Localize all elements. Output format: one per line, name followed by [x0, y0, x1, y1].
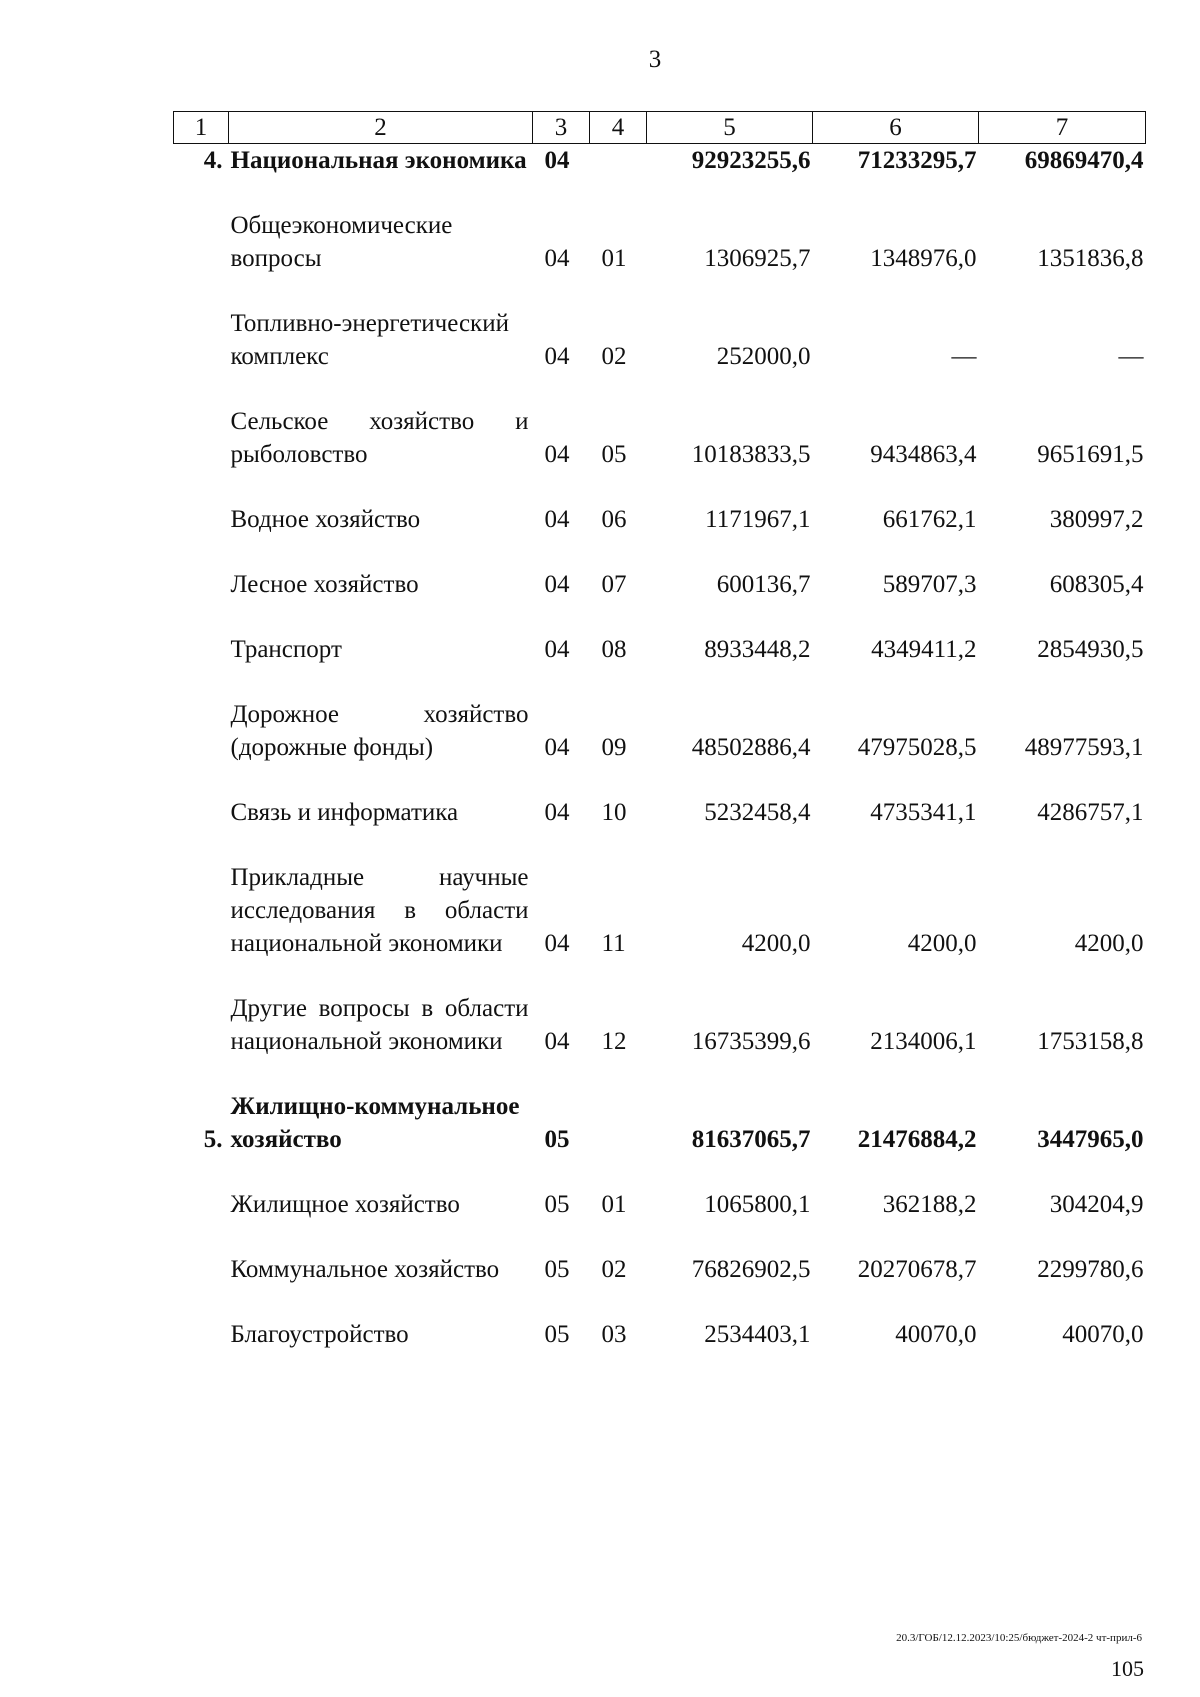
row-razdel-code: 04: [544, 799, 570, 826]
row-name: Связь и информатика: [230, 799, 459, 826]
row-index: 5.: [203, 1126, 223, 1153]
table-row: [174, 698, 1146, 764]
row-value-col7: 4286757,1: [1037, 799, 1144, 826]
row-spacer: [174, 471, 1146, 503]
row-value-col7: 608305,4: [1049, 571, 1144, 598]
row-podrazdel-code: 03: [601, 1321, 627, 1348]
row-name: Лесное хозяйство: [230, 571, 419, 598]
table-row: [174, 1318, 1146, 1351]
row-name: Жилищное хозяйство: [230, 1191, 460, 1218]
row-spacer-cell: [174, 1156, 1146, 1188]
row-name: Транспорт: [230, 636, 342, 663]
row-spacer-cell: [174, 764, 1146, 796]
row-spacer: [174, 1058, 1146, 1090]
row-spacer-cell: [174, 601, 1146, 633]
table-row: [174, 992, 1146, 1058]
row-value-col6: 4735341,1: [870, 799, 977, 826]
row-razdel-code: 05: [544, 1191, 570, 1218]
row-name: Другие вопросы в области национальной экономики: [230, 995, 529, 1055]
row-razdel-code: 05: [544, 1126, 570, 1153]
row-value-col5: 1171967,1: [705, 506, 811, 533]
row-podrazdel-code: 11: [601, 930, 626, 957]
row-spacer-cell: [174, 536, 1146, 568]
row-spacer: [174, 666, 1146, 698]
row-value-col7: —: [1118, 343, 1144, 370]
table-row: [174, 861, 1146, 960]
row-spacer-cell: [174, 960, 1146, 992]
row-value-col6: 47975028,5: [857, 734, 977, 761]
row-value-col5: 5232458,4: [704, 799, 811, 826]
row-razdel-code: 05: [544, 1256, 570, 1283]
row-podrazdel-code: 02: [601, 1256, 627, 1283]
row-razdel-code: 04: [544, 441, 570, 468]
row-value-col6: 4200,0: [907, 930, 977, 957]
row-value-col5: 16735399,6: [691, 1028, 811, 1055]
row-value-col6: —: [951, 343, 977, 370]
row-value-col6: 40070,0: [895, 1321, 977, 1348]
row-value-col5: 4200,0: [741, 930, 811, 957]
table-body: [174, 144, 1146, 1352]
row-index: [174, 405, 229, 471]
row-value-col5: 252000,0: [716, 343, 811, 370]
row-podrazdel-code: 02: [601, 343, 627, 370]
row-spacer-cell: [174, 1286, 1146, 1318]
table-row: [174, 209, 1146, 275]
row-index: [174, 1188, 229, 1221]
row-razdel-code: 04: [544, 147, 570, 174]
row-value-col7: 1753158,8: [1037, 1028, 1144, 1055]
row-value-col5: 48502886,4: [691, 734, 811, 761]
row-name: Национальная экономика: [230, 147, 527, 174]
table-row: [174, 633, 1146, 666]
column-header-6: 6: [813, 112, 979, 144]
row-value-col5: 1306925,7: [704, 245, 811, 272]
row-value-col5: 81637065,7: [691, 1126, 811, 1153]
row-value-col6: 20270678,7: [857, 1256, 977, 1283]
row-value-col7: 48977593,1: [1024, 734, 1144, 761]
row-index: 4.: [203, 147, 223, 174]
row-podrazdel-code: 01: [601, 1191, 627, 1218]
table-row: [174, 1253, 1146, 1286]
row-value-col5: 600136,7: [716, 571, 811, 598]
row-value-col5: 2534403,1: [704, 1321, 811, 1348]
row-podrazdel-code: [590, 1090, 647, 1156]
row-podrazdel-code: 10: [601, 799, 627, 826]
column-header-2: 2: [229, 112, 533, 144]
row-name: Топливно-энергетический комплекс: [230, 310, 509, 370]
row-spacer: [174, 829, 1146, 861]
row-index: [174, 503, 229, 536]
column-header-3: 3: [533, 112, 590, 144]
row-name: Коммунальное хозяйство: [230, 1256, 500, 1283]
table-row: [174, 503, 1146, 536]
budget-table: [173, 111, 1146, 1351]
row-razdel-code: 04: [544, 636, 570, 663]
row-value-col6: 362188,2: [882, 1191, 977, 1218]
row-value-col6: 71233295,7: [857, 147, 977, 174]
row-podrazdel-code: 01: [601, 245, 627, 272]
row-spacer-cell: [174, 275, 1146, 307]
row-spacer-cell: [174, 1058, 1146, 1090]
row-spacer-cell: [174, 1221, 1146, 1253]
row-name: Водное хозяйство: [230, 506, 421, 533]
page-top-number: 3: [648, 46, 662, 73]
row-value-col7: 69869470,4: [1024, 147, 1144, 174]
column-header-4: 4: [590, 112, 647, 144]
row-value-col7: 380997,2: [1049, 506, 1144, 533]
row-value-col5: 1065800,1: [704, 1191, 811, 1218]
row-spacer: [174, 601, 1146, 633]
row-index: [174, 568, 229, 601]
row-spacer: [174, 764, 1146, 796]
row-value-col5: 92923255,6: [691, 147, 811, 174]
row-value-col5: 10183833,5: [691, 441, 811, 468]
row-razdel-code: 04: [544, 245, 570, 272]
table-row: [174, 405, 1146, 471]
row-podrazdel-code: 09: [601, 734, 627, 761]
row-value-col6: 9434863,4: [870, 441, 977, 468]
section-row: [174, 1090, 1146, 1156]
row-value-col6: 1348976,0: [870, 245, 977, 272]
column-header-5: 5: [647, 112, 813, 144]
row-index: [174, 796, 229, 829]
row-spacer-cell: [174, 829, 1146, 861]
row-razdel-code: 04: [544, 930, 570, 957]
row-podrazdel-code: 06: [601, 506, 627, 533]
row-podrazdel-code: [590, 144, 647, 178]
footer-document-code: 20.3/ГОБ/12.12.2023/10:25/бюджет-2024-2 чт-прил-6: [896, 1632, 1142, 1644]
row-value-col7: 1351836,8: [1037, 245, 1144, 272]
row-value-col7: 3447965,0: [1037, 1126, 1144, 1153]
row-podrazdel-code: 05: [601, 441, 627, 468]
column-header-1: 1: [174, 112, 229, 144]
row-name: Жилищно-коммунальное хозяйство: [230, 1093, 520, 1153]
row-spacer-cell: [174, 666, 1146, 698]
row-value-col5: 76826902,5: [691, 1256, 811, 1283]
table-row: [174, 568, 1146, 601]
row-razdel-code: 04: [544, 1028, 570, 1055]
row-value-col6: 4349411,2: [871, 636, 977, 663]
row-index: [174, 307, 229, 373]
row-spacer: [174, 1221, 1146, 1253]
row-spacer-cell: [174, 471, 1146, 503]
row-value-col7: 40070,0: [1062, 1321, 1144, 1348]
row-spacer: [174, 373, 1146, 405]
row-spacer: [174, 177, 1146, 209]
row-razdel-code: 05: [544, 1321, 570, 1348]
row-name: Дорожное хозяйство (дорожные фонды): [230, 701, 529, 761]
row-podrazdel-code: 12: [601, 1028, 627, 1055]
column-header-7: 7: [979, 112, 1146, 144]
row-index: [174, 861, 229, 960]
row-name: Сельское хозяйство и рыболовство: [230, 408, 529, 468]
row-spacer-cell: [174, 373, 1146, 405]
row-razdel-code: 04: [544, 343, 570, 370]
row-value-col6: 2134006,1: [870, 1028, 977, 1055]
row-spacer-cell: [174, 177, 1146, 209]
row-razdel-code: 04: [544, 734, 570, 761]
table-row: [174, 796, 1146, 829]
row-index: [174, 1253, 229, 1286]
section-row: [174, 144, 1146, 178]
row-podrazdel-code: 07: [601, 571, 627, 598]
row-value-col7: 304204,9: [1049, 1191, 1144, 1218]
row-value-col6: 661762,1: [882, 506, 977, 533]
row-index: [174, 1318, 229, 1351]
row-podrazdel-code: 08: [601, 636, 627, 663]
row-name: Благоустройство: [230, 1321, 409, 1348]
row-value-col7: 4200,0: [1074, 930, 1144, 957]
row-value-col6: 589707,3: [882, 571, 977, 598]
row-name: Прикладные научные исследования в области национальной экономики: [230, 864, 529, 957]
row-spacer: [174, 960, 1146, 992]
table-row: [174, 307, 1146, 373]
row-index: [174, 633, 229, 666]
row-razdel-code: 04: [544, 506, 570, 533]
row-value-col6: 21476884,2: [857, 1126, 977, 1153]
row-spacer: [174, 1286, 1146, 1318]
table-row: [174, 1188, 1146, 1221]
row-spacer: [174, 275, 1146, 307]
row-spacer: [174, 536, 1146, 568]
footer-page-number: 105: [1111, 1656, 1144, 1681]
header-row: [174, 112, 1146, 144]
row-value-col5: 8933448,2: [704, 636, 811, 663]
row-name: Общеэкономические вопросы: [230, 212, 453, 272]
row-value-col7: 2299780,6: [1037, 1256, 1144, 1283]
row-value-col7: 9651691,5: [1037, 441, 1144, 468]
row-razdel-code: 04: [544, 571, 570, 598]
row-index: [174, 698, 229, 764]
row-index: [174, 209, 229, 275]
row-index: [174, 992, 229, 1058]
row-spacer: [174, 1156, 1146, 1188]
row-value-col7: 2854930,5: [1037, 636, 1144, 663]
